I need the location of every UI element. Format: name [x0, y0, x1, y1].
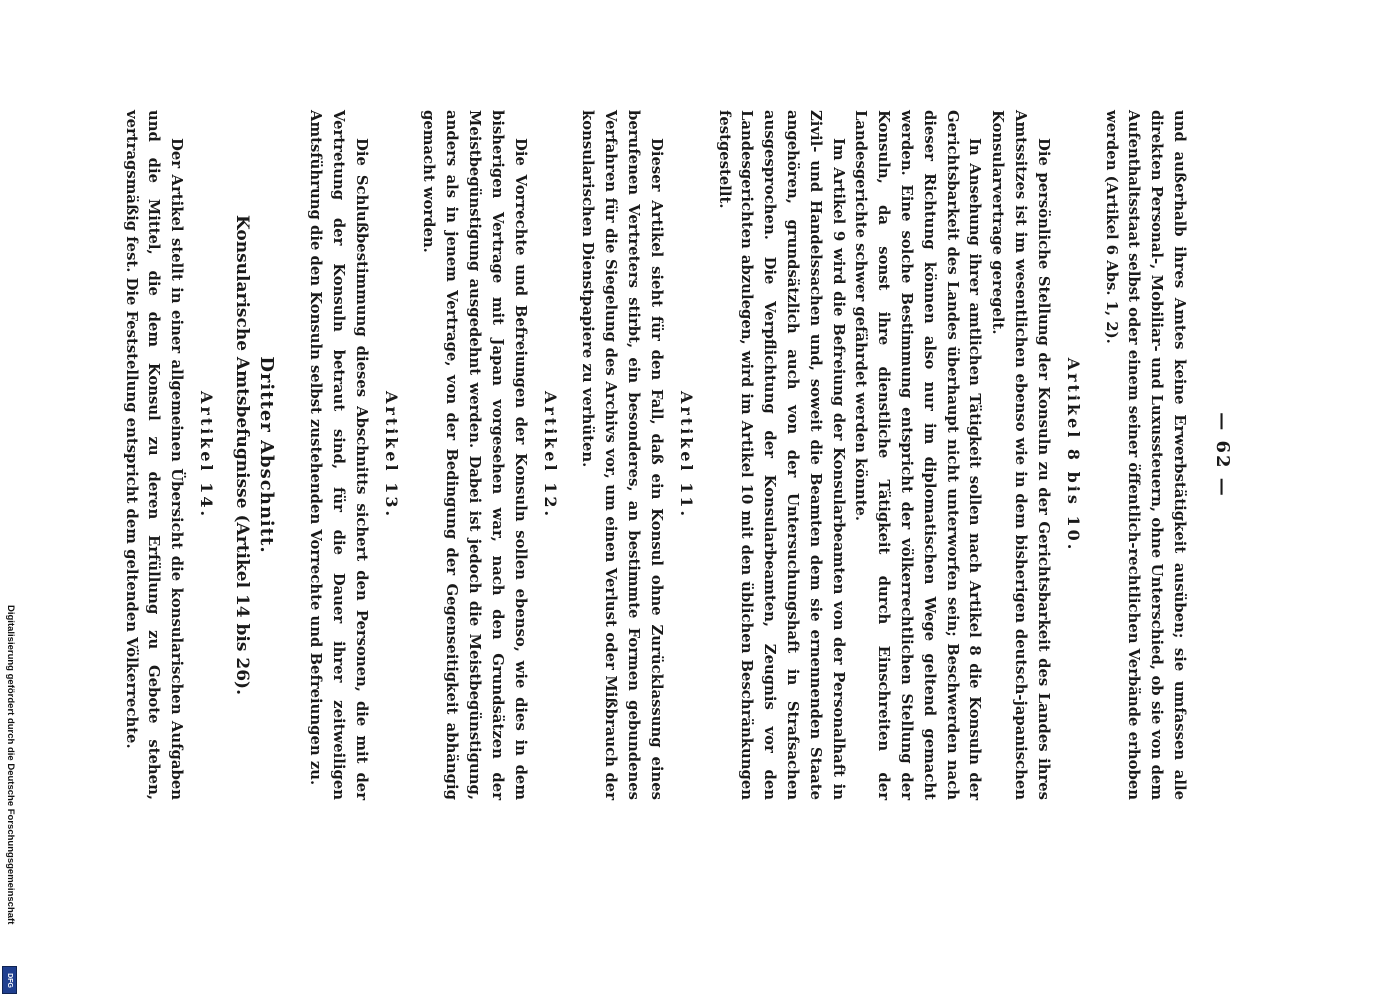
dfg-logo-icon [2, 966, 17, 994]
page-number: — 62 — [1212, 412, 1233, 498]
rotated-document-page [83, 105, 1233, 805]
heading-articles-8-10: Artikel 8 bis 10. [1063, 357, 1083, 553]
paragraph-article-13: Die Schlußbestimmung dieses Abschnitts sichert den Personen, die mit der Vertretung der Konsuln betraut sind, für die Dauer ihrer zeitweiligen Amtsführung die den Konsuln selbst zustehenden Vorrechte und Befreiungen zu. [307, 110, 370, 800]
page-body [122, 105, 1233, 805]
section-title: Dritter Abschnitt. [256, 356, 278, 554]
paragraph-article-11: Dieser Artikel sieht für den Fall, daß ein Konsul ohne Zurücklassung eines berufenen Vertreters stirbt, ein besonderes, an bestimmte Formen gebundenes Verfahren für die Siegelung des Archivs vor, um einen Verlust oder Mißbrauch der konsularischen Dienstpapiere zu verhüten. [579, 110, 665, 800]
section-subtitle: Konsularische Amtsbefugnisse (Artikel 14 bis 26). [232, 215, 253, 695]
heading-article-13: Artikel 13. [381, 390, 401, 520]
paragraph-article-12: Die Vorrechte und Befreiungen der Konsuln sollen ebenso, wie dies in dem bisherigen Vertrage mit Japan vorgesehen war, nach den Grundsätzen der Meistbegünstigung ausgedehnt werden. Dabei ist jedoch die Meistbegünstigung, anders als in jenem Vertrage, von der Bedingung der Gegenseitigkeit abhängig gemacht worden. [420, 110, 529, 800]
heading-article-14: Artikel 14. [197, 390, 217, 520]
heading-article-11: Artikel 11. [676, 390, 696, 520]
dfg-logo-text: DFG [6, 972, 13, 988]
credit-text: Digitalisierung gefördert durch die Deutsche Forschungsgemeinschaft [5, 605, 16, 925]
heading-article-12: Artikel 12. [540, 390, 560, 520]
paragraph-article-14: Der Artikel stellt in einer allgemeinen Übersicht die konsularischen Aufgaben und die Mittel, die dem Konsul zu deren Erfüllung zu Gebote stehen, vertragsmäßig fest. Die Feststellung entspricht dem geltenden Völkerrechte. [122, 110, 186, 800]
digitization-credit [4, 605, 14, 965]
paragraph-article-9-10: Im Artikel 9 wird die Befreiung der Konsularbeamten von der Personalhaft in Zivil- und Handelssachen und, soweit die Beamten dem sie ernennenden Staate angehören, grundsätzlich auch von der Untersuchungshaft in Strafsachen ausgesprochen. Die Verpflichtung der Konsularbeamten, Zeugnis vor den Landesgerichten abzulegen, wird im Artikel 10 mit den üblichen Beschränkungen festgestellt. [715, 110, 847, 800]
paragraph-official-activity: In Ansehung ihrer amtlichen Tätigkeit sollen nach Artikel 8 die Konsuln der Gerichtsbarkeit des Landes überhaupt nicht unterworfen sein; Beschwerden nach dieser Richtung können also nur im diplomatischen Wege geltend gemacht werden. Eine solche Bestimmung entspricht der völkerrechtlichen Stellung der Konsuln, da sonst ihre dienstliche Tätigkeit durch Einschreiten der Landesgerichte schwer gefährdet werden könnte. [852, 110, 984, 800]
paragraph-jurisdiction: Die persönliche Stellung der Konsuln zu der Gerichtsbarkeit des Landes ihres Amtssitzes ist im wesentlichen ebenso wie in dem bisherigen deutsch-japanischen Konsularvertrage geregelt. [989, 110, 1052, 800]
paragraph-tax-exemption: und außerhalb ihres Amtes keine Erwerbstätigkeit ausüben; sie umfassen alle direkten Personal-, Mobiliar- und Luxussteuern, ohne Unterschied, ob sie von dem Aufenthaltsstaat selbst oder einem seiner öffentlich-rechtlichen Verbände erhoben werden (Artikel 6 Abs. 1, 2). [1102, 110, 1188, 800]
